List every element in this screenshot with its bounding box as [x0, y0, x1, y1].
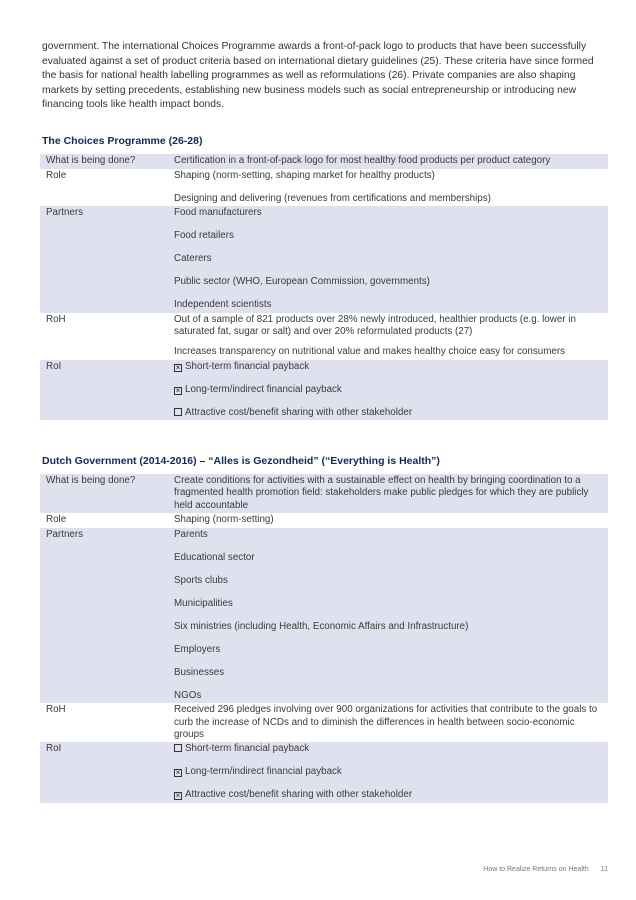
roi-item: × Long-term/indirect financial payback: [175, 383, 342, 395]
table-row: [40, 703, 608, 742]
row-label: RoH: [46, 704, 66, 716]
checkbox-icon: ×: [175, 768, 181, 778]
roi-item: Attractive cost/benefit sharing with other stakeholder: [174, 406, 600, 421]
row-label: Partners: [46, 528, 84, 540]
checkbox-icon: ×: [175, 362, 181, 372]
intro-paragraph: government. The international Choices Programme awards a front-of-pack logo to products that have been successfully evaluated against a set of product criteria based on international dietary guidelines (25). These criteria have since formed the basis for national health labelling programmes as well as reformulations (26). Private companies are also shaping markets by setting precedents, establishing new business models such as social entrepreneurship or introducing new financing tools like health impact bonds.: [42, 41, 594, 111]
row-label: Role: [46, 514, 67, 526]
partner-item: Educational sector: [174, 551, 255, 563]
footer-title: How to Realize Returns on Health: [483, 866, 589, 873]
row-value: Certification in a front-of-pack logo for most healthy food products per product category: [174, 155, 551, 166]
partner-item: Parents: [174, 528, 208, 540]
roh-item: Increases transparency on nutritional value and makes healthy choice easy for consumers: [174, 346, 565, 358]
roi-item: × Long-term/indirect financial payback: [175, 766, 342, 778]
row-label: Role: [46, 169, 67, 181]
partner-item: Businesses: [174, 666, 225, 678]
checkbox-icon: [174, 408, 182, 416]
row-label: RoI: [46, 360, 62, 372]
row-label: Partners: [46, 207, 84, 218]
partner-item: Public sector (WHO, European Commission, governments): [174, 276, 430, 287]
table-row: [40, 742, 608, 803]
partner-item: NGOs: [174, 689, 202, 701]
partner-item: Independent scientists: [174, 299, 272, 310]
row-value: Received 296 pledges involving over 900 organizations for activities that contribute to the goals to curb the increase of NCDs and to diminish the differences in health between socio-economic groups: [174, 704, 598, 741]
page-footer: [483, 866, 608, 873]
role-item: Shaping (norm-setting, shaping market for healthy products): [174, 169, 435, 181]
roi-item: × Short-term financial payback: [175, 360, 310, 372]
table-row: [40, 169, 608, 207]
row-label: RoH: [46, 313, 66, 325]
checkbox-icon: ×: [175, 385, 181, 395]
checkbox-icon: ×: [175, 791, 181, 801]
section-title-dutch: Dutch Government (2014-2016) – “Alles is Gezondheid” (“Everything is Health”): [42, 455, 440, 467]
case-table-dutch: [40, 474, 608, 803]
row-value: Create conditions for activities with a sustainable effect on health by bringing coordination to a fragmented health promotion field: stakeholders make public pledges for which they are publicly held accountable: [174, 475, 589, 511]
roh-item: Out of a sample of 821 products over 28% newly introduced, healthier products (e.g. lower in saturated fat, sugar or salt) and over 20% reformulated products (27): [174, 313, 576, 337]
table-row: [40, 528, 608, 704]
role-item: Designing and delivering (revenues from certifications and memberships): [174, 192, 491, 204]
partner-item: Sports clubs: [174, 574, 228, 586]
page-number: 11: [600, 866, 608, 873]
table-row: [40, 206, 608, 313]
row-label: What is being done?: [46, 475, 136, 486]
case-table-choices: [40, 154, 608, 420]
table-row: [40, 154, 608, 169]
row-label: RoI: [46, 743, 62, 755]
table-row: [40, 313, 608, 360]
table-row: [40, 513, 608, 528]
partner-item: Employers: [174, 643, 221, 655]
roi-item: × Attractive cost/benefit sharing with other stakeholder: [175, 789, 413, 801]
partner-item: Food retailers: [174, 230, 234, 241]
table-row: [40, 474, 608, 513]
row-label: What is being done?: [46, 155, 136, 166]
table-row: [40, 360, 608, 421]
partner-item: Municipalities: [174, 597, 233, 609]
partner-item: Food manufacturers: [174, 207, 262, 218]
partner-item: Six ministries (including Health, Economic Affairs and Infrastructure): [174, 620, 469, 632]
roi-item: Short-term financial payback: [174, 742, 600, 757]
partner-item: Caterers: [174, 253, 212, 264]
section-title-choices: The Choices Programme (26-28): [42, 135, 203, 147]
checkbox-icon: [174, 744, 182, 752]
row-value: Shaping (norm-setting): [174, 514, 274, 526]
